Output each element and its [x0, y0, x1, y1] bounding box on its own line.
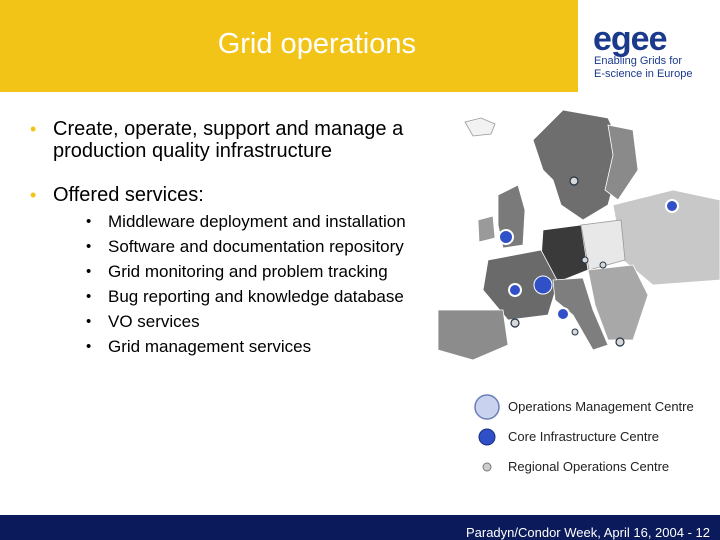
- map-marker-core: [666, 200, 678, 212]
- sub-bullet-item: [78, 262, 450, 282]
- sub-bullet-text: Bug reporting and knowledge database: [108, 287, 404, 306]
- map-legend: [470, 392, 710, 482]
- map-marker-core: [534, 276, 552, 294]
- bullet-dot-icon: •: [30, 119, 37, 139]
- operations-management-centre-icon: [472, 392, 502, 422]
- sub-bullet-item: [78, 337, 450, 357]
- logo-wordmark: egee: [593, 20, 667, 58]
- sub-bullet-dot-icon: •: [86, 263, 92, 280]
- sub-bullet-dot-icon: •: [86, 238, 92, 255]
- map-marker-regional: [570, 177, 578, 185]
- sub-bullet-item: [78, 212, 450, 232]
- sub-bullet-text: VO services: [108, 312, 200, 331]
- map-marker-regional: [600, 262, 606, 268]
- logo-tagline-line2: E-science in Europe: [594, 68, 693, 80]
- legend-label: Operations Management Centre: [508, 399, 694, 414]
- bullet-item: [30, 184, 450, 357]
- map-marker-regional: [511, 319, 519, 327]
- sub-bullet-item: [78, 287, 450, 307]
- legend-label: Core Infrastructure Centre: [508, 429, 660, 444]
- legend-item: [470, 392, 710, 422]
- slide-title: Grid operations: [217, 28, 416, 60]
- footer-text: Paradyn/Condor Week, April 16, 2004 - 12: [465, 525, 710, 540]
- sub-bullet-item: [78, 312, 450, 332]
- sub-bullet-list: [53, 212, 450, 357]
- sub-bullet-text: Grid management services: [108, 337, 312, 356]
- sub-bullet-dot-icon: •: [86, 313, 92, 330]
- sub-bullet-text: Software and documentation repository: [108, 237, 404, 256]
- bullet-text: Create, operate, support and manage a production quality infrastructure: [53, 118, 404, 162]
- map-region-ireland: [478, 216, 495, 242]
- sub-bullet-item: [78, 237, 450, 257]
- bullet-item: [30, 118, 450, 162]
- map-region-iceland: [465, 118, 495, 136]
- core-infrastructure-centre-icon: [472, 422, 502, 452]
- map-marker-regional: [582, 257, 588, 263]
- legend-item: [470, 422, 710, 452]
- bullet-text: Offered services:: [53, 184, 204, 206]
- bullet-list: [30, 118, 450, 379]
- map-marker-core: [509, 284, 521, 296]
- bullet-dot-icon: •: [30, 185, 37, 205]
- sub-bullet-text: Middleware deployment and installation: [108, 212, 406, 231]
- legend-label: Regional Operations Centre: [508, 459, 670, 474]
- map-marker-regional: [616, 338, 624, 346]
- europe-map: [433, 110, 720, 360]
- regional-operations-centre-icon: [472, 452, 502, 482]
- sub-bullet-dot-icon: •: [86, 213, 92, 230]
- map-marker-core: [557, 308, 569, 320]
- egee-logo: [578, 0, 720, 92]
- footer-bar: [0, 515, 720, 540]
- legend-item: [470, 452, 710, 482]
- map-marker-regional: [572, 329, 578, 335]
- logo-tagline-line1: Enabling Grids for: [594, 55, 683, 67]
- sub-bullet-dot-icon: •: [86, 288, 92, 305]
- header-bar: [0, 0, 578, 92]
- sub-bullet-text: Grid monitoring and problem tracking: [108, 262, 388, 281]
- sub-bullet-dot-icon: •: [86, 338, 92, 355]
- map-marker-core: [499, 230, 513, 244]
- map-region-iberia: [438, 310, 508, 360]
- logo-tagline: [594, 55, 692, 81]
